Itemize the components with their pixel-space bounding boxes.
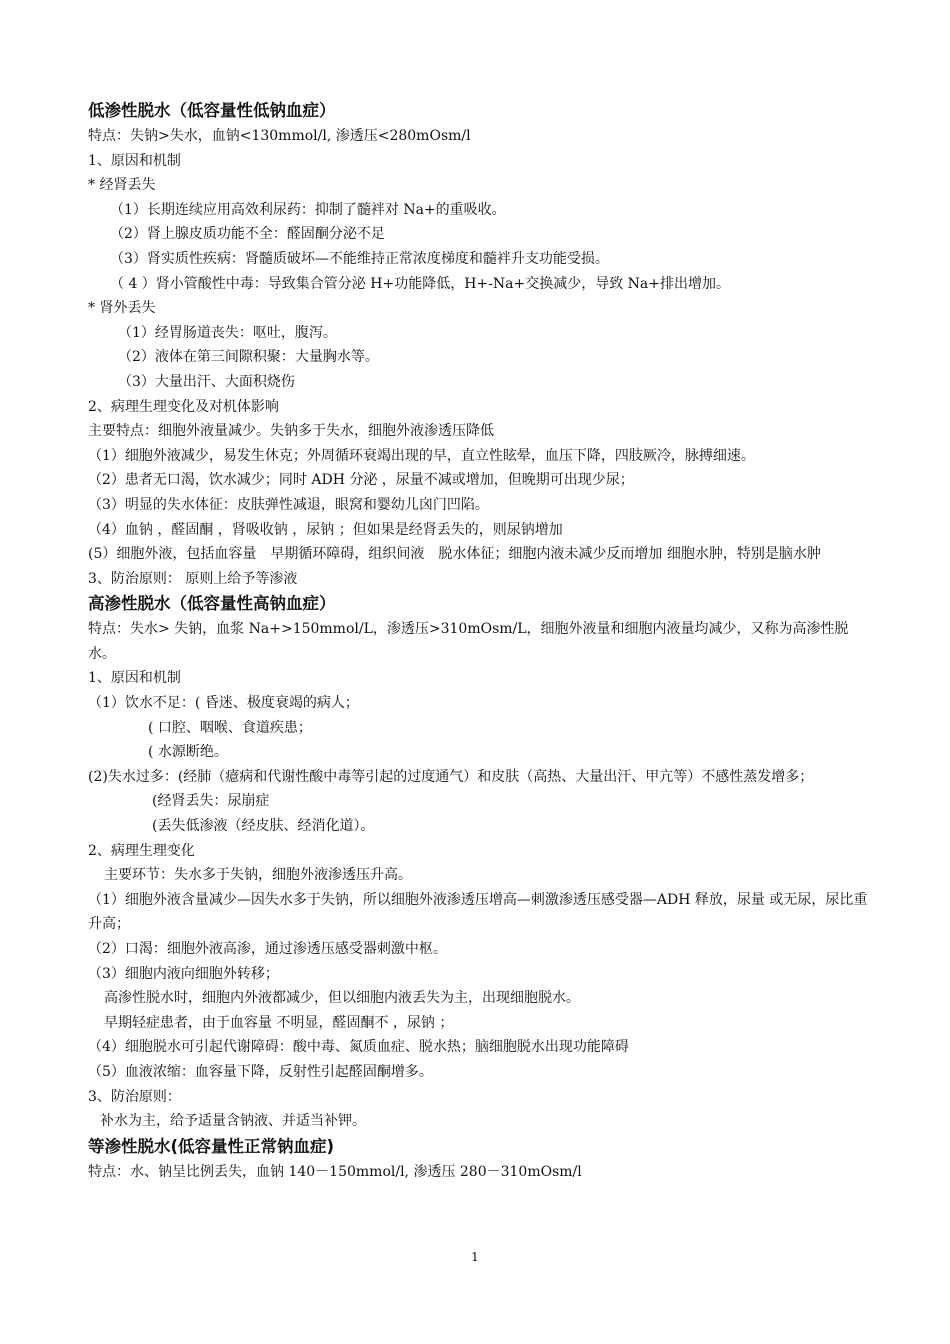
subheading: 3、防治原则： 原则上给予等渗液 [88, 570, 298, 587]
list-item: （1）细胞外液减少，易发生休克；外周循环衰竭出现的早，直立性眩晕，血压下降，四肢厥冷，脉搏细速。 [88, 447, 755, 464]
section-heading-hypertonic: 高渗性脱水（低容量性高钠血症） [88, 594, 336, 614]
list-item: （2）肾上腺皮质功能不全：醛固酮分泌不足 [110, 226, 385, 243]
section-heading-isotonic: 等渗性脱水(低容量性正常钠血症) [88, 1136, 335, 1156]
list-item: （3）肾实质性疾病：肾髓质破坏—不能维持正常浓度梯度和髓袢升支功能受损。 [110, 250, 609, 267]
document-body [88, 98, 868, 1184]
text-line: 主要特点：细胞外液量减少。失钠多于失水，细胞外液渗透压降低 [88, 423, 494, 440]
list-item: (2)失水过多：(经肺（癔病和代谢性酸中毒等引起的过度通气）和皮肤（高热、大量出汗、甲亢等）不感性蒸发增多； [88, 768, 814, 785]
text-line: 补水为主，给予适量含钠液、并适当补钾。 [100, 1113, 366, 1130]
list-item: （1）经胃肠道丧失：呕吐，腹泻。 [118, 324, 337, 341]
subheading: 2、病理生理变化 [88, 842, 195, 859]
list-item: （4）细胞脱水可引起代谢障碍：酸中毒、氮质血症、脱水热；脑细胞脱水出现功能障碍 [88, 1039, 629, 1056]
list-item: （ 4 ）肾小管酸性中毒：导致集合管分泌 H+功能降低，H+-Na+交换减少，导致 Na+排出增加。 [110, 275, 730, 292]
bullet-heading: * 肾外丢失 [88, 300, 156, 317]
text-line: 主要环节：失水多于失钠，细胞外液渗透压升高。 [104, 867, 412, 884]
list-item: （5）血液浓缩：血容量下降，反射性引起醛固酮增多。 [88, 1063, 433, 1080]
text-line: 特点：水、钠呈比例丢失，血钠 140－150mmol/l, 渗透压 280－310mOsm/l [88, 1163, 582, 1180]
page-number: 1 [471, 1250, 479, 1264]
list-item: （3）大量出汗、大面积烧伤 [118, 373, 295, 390]
text-line: 特点：失钠>失水，血钠<130mmol/l, 渗透压<280mOsm/l [88, 128, 471, 144]
list-item: （2）液体在第三间隙积聚：大量胸水等。 [118, 349, 379, 366]
list-item: (丢失低渗液（经皮肤、经消化道）。 [152, 818, 375, 835]
text-line: 高渗性脱水时，细胞内外液都减少，但以细胞内液丢失为主，出现细胞脱水。 [104, 990, 580, 1007]
list-item: （4）血钠 ，醛固酮 ，肾吸收钠 ，尿钠 ；但如果是经肾丢失的，则尿钠增加 [88, 521, 563, 538]
list-item: ( 口腔、咽喉、食道疾患； [148, 719, 312, 736]
subheading: 3、防治原则： [88, 1088, 181, 1105]
subheading: 2、病理生理变化及对机体影响 [88, 398, 279, 415]
list-item: （3）细胞内液向细胞外转移； [88, 965, 279, 982]
list-item: （2）口渴：细胞外液高渗，通过渗透压感受器刺激中枢。 [88, 941, 447, 957]
bullet-heading: * 经肾丢失 [88, 177, 156, 194]
list-item: （1）细胞外液含量减少—因失水多于失钠，所以细胞外液渗透压增高—刺激渗透压感受器—ADH 释放，尿量 或无尿，尿比重升高； [88, 891, 868, 933]
list-item: （1）长期连续应用高效利尿药：抑制了髓袢对 Na+的重吸收。 [110, 201, 506, 218]
list-item: （3）明显的失水体征：皮肤弹性减退，眼窝和婴幼儿囟门凹陷。 [88, 496, 489, 513]
list-item: （1）饮水不足：( 昏迷、极度衰竭的病人； [88, 695, 359, 712]
list-item: (5）细胞外液，包括血容量 早期循环障碍，组织间液 脱水体征；细胞内液未减少反而增加 细胞水肿，特别是脑水肿 [88, 546, 821, 563]
section-heading-hypotonic: 低渗性脱水（低容量性低钠血症） [88, 101, 336, 120]
list-item: (经肾丢失：尿崩症 [152, 793, 270, 810]
list-item: （2）患者无口渴，饮水减少；同时 ADH 分泌 ，尿量不减或增加，但晚期可出现少尿； [88, 472, 634, 489]
text-line: 特点：失水> 失钠，血浆 Na+>150mmol/L，渗透压>310mOsm/L，细胞外液量和细胞内液量均减少，又称为高渗性脱水。 [88, 621, 849, 662]
subheading: 1、原因和机制 [88, 670, 181, 687]
list-item: ( 水源断绝。 [148, 744, 228, 761]
subheading: 1、原因和机制 [88, 152, 181, 169]
text-line: 早期轻症患者，由于血容量 不明显，醛固酮不 ，尿钠 ； [104, 1014, 454, 1031]
